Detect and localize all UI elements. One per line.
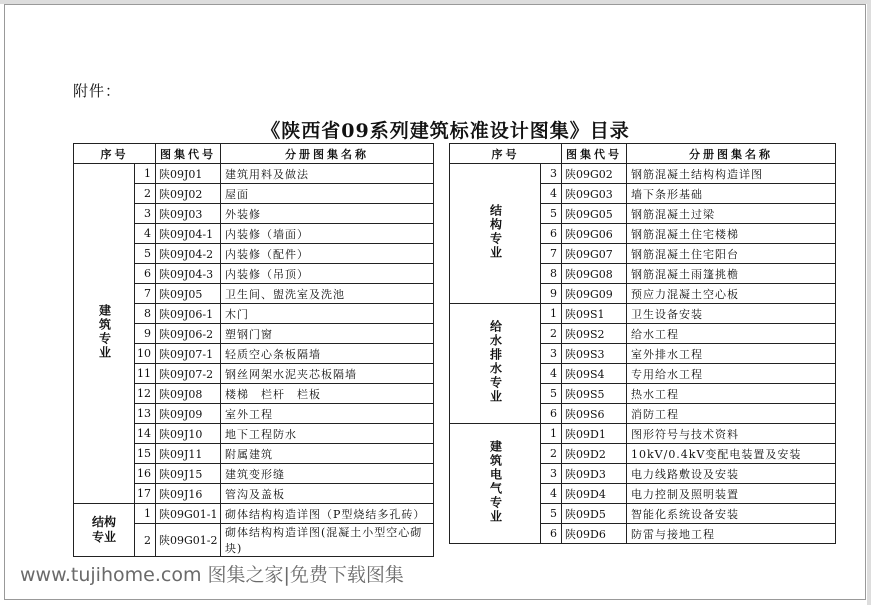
row-name: 防雷与接地工程 — [627, 524, 836, 544]
group-label — [74, 164, 135, 504]
row-name: 卫生设备安装 — [627, 304, 836, 324]
table-row — [450, 424, 836, 444]
table-row — [450, 304, 836, 324]
row-code: 陕09J10 — [156, 424, 221, 444]
row-code: 陕09S1 — [562, 304, 627, 324]
row-name: 建筑用料及做法 — [221, 164, 434, 184]
group-label — [450, 304, 541, 424]
row-number: 3 — [541, 164, 562, 184]
row-code: 陕09J06-1 — [156, 304, 221, 324]
row-code: 陕09J09 — [156, 404, 221, 424]
row-number: 2 — [541, 324, 562, 344]
row-code: 陕09G09 — [562, 284, 627, 304]
row-code: 陕09J15 — [156, 464, 221, 484]
row-code: 陕09J04-2 — [156, 244, 221, 264]
row-code: 陕09J07-1 — [156, 344, 221, 364]
row-number: 3 — [135, 204, 156, 224]
row-name: 建筑变形缝 — [221, 464, 434, 484]
group-label — [450, 164, 541, 304]
table-header-row — [450, 144, 836, 164]
row-name: 钢筋混凝土结构构造详图 — [627, 164, 836, 184]
header-code: 图集代号 — [156, 144, 221, 164]
row-number: 9 — [541, 284, 562, 304]
row-name: 外装修 — [221, 204, 434, 224]
header-code: 图集代号 — [562, 144, 627, 164]
row-name: 钢筋混凝土住宅楼梯 — [627, 224, 836, 244]
row-number: 16 — [135, 464, 156, 484]
row-code: 陕09S3 — [562, 344, 627, 364]
row-number: 4 — [541, 484, 562, 504]
table-header-row — [74, 144, 434, 164]
row-name: 室外工程 — [221, 404, 434, 424]
row-number: 8 — [135, 304, 156, 324]
row-code: 陕09G05 — [562, 204, 627, 224]
row-code: 陕09S4 — [562, 364, 627, 384]
row-name: 卫生间、盥洗室及洗池 — [221, 284, 434, 304]
group-label-text: 建筑电气专业 — [488, 439, 503, 524]
row-number: 5 — [541, 504, 562, 524]
row-code: 陕09J11 — [156, 444, 221, 464]
table-row — [74, 164, 434, 184]
row-number: 2 — [541, 444, 562, 464]
row-number: 3 — [541, 464, 562, 484]
row-name: 室外排水工程 — [627, 344, 836, 364]
row-code: 陕09J03 — [156, 204, 221, 224]
scrollbar-right[interactable] — [867, 0, 871, 605]
row-number: 1 — [135, 504, 156, 524]
group-label-text: 结构专业 — [91, 515, 116, 544]
row-number: 6 — [541, 224, 562, 244]
row-name: 图形符号与技术资料 — [627, 424, 836, 444]
row-name: 消防工程 — [627, 404, 836, 424]
catalog-table-right — [449, 143, 836, 544]
row-code: 陕09G08 — [562, 264, 627, 284]
row-name: 塑钢门窗 — [221, 324, 434, 344]
row-number: 7 — [541, 244, 562, 264]
attachment-label: 附件： — [73, 82, 122, 100]
row-name: 轻质空心条板隔墙 — [221, 344, 434, 364]
row-name: 给水工程 — [627, 324, 836, 344]
row-name: 钢丝网架水泥夹芯板隔墙 — [221, 364, 434, 384]
row-number: 2 — [135, 524, 156, 557]
row-number: 1 — [541, 424, 562, 444]
group-label-text: 给水排水专业 — [488, 319, 503, 404]
row-code: 陕09J08 — [156, 384, 221, 404]
row-name: 钢筋混凝土住宅阳台 — [627, 244, 836, 264]
table-row — [450, 164, 836, 184]
row-name: 木门 — [221, 304, 434, 324]
row-number: 1 — [541, 304, 562, 324]
row-name: 墙下条形基础 — [627, 184, 836, 204]
row-code: 陕09J06-2 — [156, 324, 221, 344]
row-code: 陕09G07 — [562, 244, 627, 264]
row-code: 陕09G01-1 — [156, 504, 221, 524]
row-code: 陕09J01 — [156, 164, 221, 184]
group-label — [450, 424, 541, 544]
row-code: 陕09G02 — [562, 164, 627, 184]
row-number: 17 — [135, 484, 156, 504]
row-code: 陕09D1 — [562, 424, 627, 444]
row-number: 13 — [135, 404, 156, 424]
row-code: 陕09S2 — [562, 324, 627, 344]
row-number: 3 — [541, 344, 562, 364]
row-name: 地下工程防水 — [221, 424, 434, 444]
row-name: 管沟及盖板 — [221, 484, 434, 504]
row-number: 4 — [135, 224, 156, 244]
row-number: 5 — [541, 384, 562, 404]
site-watermark: www.tujihome.com 图集之家|免费下载图集 — [20, 564, 404, 586]
row-name: 电力控制及照明装置 — [627, 484, 836, 504]
header-seq: 序号 — [74, 144, 156, 164]
row-number: 7 — [135, 284, 156, 304]
row-number: 8 — [541, 264, 562, 284]
row-code: 陕09G03 — [562, 184, 627, 204]
row-name: 楼梯 栏杆 栏板 — [221, 384, 434, 404]
row-code: 陕09D6 — [562, 524, 627, 544]
row-number: 10 — [135, 344, 156, 364]
row-name: 屋面 — [221, 184, 434, 204]
row-name: 附属建筑 — [221, 444, 434, 464]
row-code: 陕09S5 — [562, 384, 627, 404]
row-code: 陕09J04-1 — [156, 224, 221, 244]
row-name: 内装修（吊顶） — [221, 264, 434, 284]
row-number: 2 — [135, 184, 156, 204]
row-name: 钢筋混凝土过梁 — [627, 204, 836, 224]
row-number: 11 — [135, 364, 156, 384]
row-code: 陕09D5 — [562, 504, 627, 524]
row-number: 9 — [135, 324, 156, 344]
row-number: 6 — [135, 264, 156, 284]
row-code: 陕09J07-2 — [156, 364, 221, 384]
row-number: 4 — [541, 364, 562, 384]
header-seq: 序号 — [450, 144, 562, 164]
table-row — [74, 504, 434, 524]
row-name: 内装修（配件） — [221, 244, 434, 264]
row-code: 陕09G01-2 — [156, 524, 221, 557]
row-name: 钢筋混凝土雨篷挑檐 — [627, 264, 836, 284]
row-name: 砌体结构构造详图（P型烧结多孔砖） — [221, 504, 434, 524]
row-code: 陕09J16 — [156, 484, 221, 504]
header-name: 分册图集名称 — [627, 144, 836, 164]
row-code: 陕09D4 — [562, 484, 627, 504]
row-number: 15 — [135, 444, 156, 464]
row-name: 热水工程 — [627, 384, 836, 404]
row-name: 砌体结构构造详图(混凝土小型空心砌块) — [221, 524, 434, 557]
group-label-text: 结构专业 — [488, 203, 503, 260]
row-code: 陕09J05 — [156, 284, 221, 304]
row-number: 1 — [135, 164, 156, 184]
catalog-title: 《陕西省09系列建筑标准设计图集》目录 — [261, 120, 630, 142]
row-code: 陕09J04-3 — [156, 264, 221, 284]
row-number: 5 — [135, 244, 156, 264]
row-name: 10kV/0.4kV变配电装置及安装 — [627, 444, 836, 464]
row-number: 6 — [541, 524, 562, 544]
row-number: 14 — [135, 424, 156, 444]
header-name: 分册图集名称 — [221, 144, 434, 164]
row-code: 陕09D3 — [562, 464, 627, 484]
row-name: 智能化系统设备安装 — [627, 504, 836, 524]
row-name: 电力线路敷设及安装 — [627, 464, 836, 484]
row-name: 预应力混凝土空心板 — [627, 284, 836, 304]
group-label-text: 建筑专业 — [97, 303, 112, 360]
row-number: 6 — [541, 404, 562, 424]
row-number: 4 — [541, 184, 562, 204]
row-code: 陕09G06 — [562, 224, 627, 244]
catalog-table-left — [73, 143, 434, 557]
row-name: 内装修（墙面） — [221, 224, 434, 244]
row-code: 陕09S6 — [562, 404, 627, 424]
row-name: 专用给水工程 — [627, 364, 836, 384]
row-code: 陕09D2 — [562, 444, 627, 464]
row-number: 5 — [541, 204, 562, 224]
group-label — [74, 504, 135, 557]
row-code: 陕09J02 — [156, 184, 221, 204]
row-number: 12 — [135, 384, 156, 404]
